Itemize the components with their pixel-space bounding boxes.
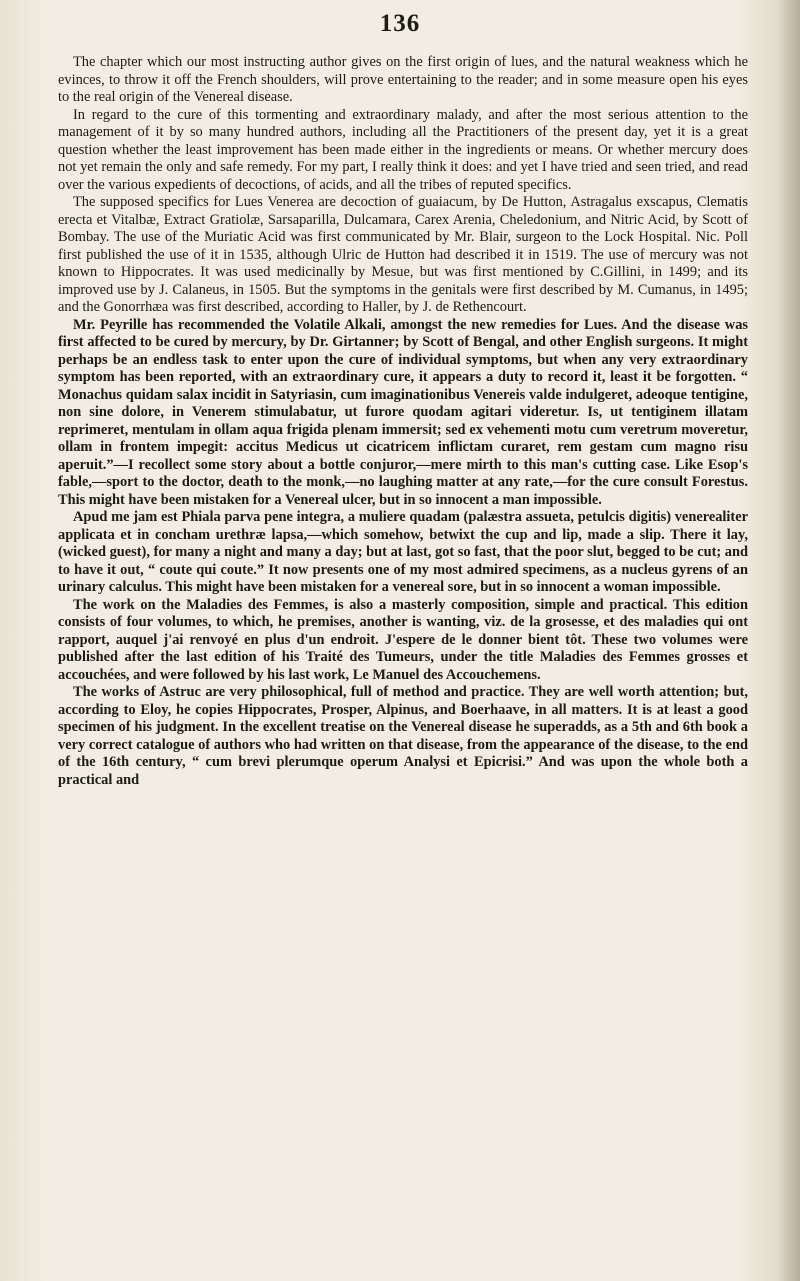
paragraph: Mr. Peyrille has recommended the Volatile Alkali, amongst the new remedies for Lues. And the disease was first affected to be cured by mercury, by Dr. Girtanner; by Scott of Bengal, and other English surgeons. It might perhaps be an endless task to enter upon the cure of individual symptoms, but when any very extraordinary symptom has been reported, with an extraordinary cure, it appears a duty to record it, least it be forgotten. “ Monachus quidam salax incidit in Satyriasin, cum imaginationibus Venereis valde indulgeret, adeoque tentigine, non sine dolore, in Venerem stimulabatur, ut furore quodam agitari videretur. Is, ut tentiginem illatam reprimeret, mentulam in ollam aqua frigida plenam immersit; sed ex vehementi motu cum veretrum moveretur, ollam in frontem impegit: accitus Medicus ut cicatricem inflictam curaret, rem gestam cum magno risu aperuit.”—I recollect some story about a bottle conjuror,—mere mirth to this man's cutting case. Like Esop's fable,—sport to the doctor, death to the monk,—no laughing matter at any rate,—for the cure consult Forestus. This might have been mistaken for a Venereal ulcer, but in so innocent a man impossible. bbox=[58, 316, 748, 508]
paragraph: The supposed specifics for Lues Venerea are decoction of guaiacum, by De Hutton, Astragalus exscapus, Clematis erecta et Vitalbæ, Extract Gratiolæ, Sarsaparilla, Dulcamara, Carex Arenia, Cheledonium, and Nitric Acid, by Scott of Bombay. The use of the Muriatic Acid was first communicated by Mr. Blair, surgeon to the Lock Hospital. Nic. Poll first published the use of it in 1535, although Ulric de Hutton had described it in 1519. The use of mercury was not known to Hippocrates. It was used medicinally by Mesue, but was first mentioned by C.Gillini, in 1499; and its improved use by J. Calaneus, in 1505. But the symptoms in the genitals were first described by M. Cumanus, in 1495; and the Gonorrhæa was first described, according to Haller, by J. de Rethencourt. bbox=[58, 194, 748, 315]
paragraph: The chapter which our most instructing author gives on the first origin of lues, and the natural weakness which he evinces, to throw it off the French shoulders, will prove entertaining to the reader; and in some measure open his eyes to the real origin of the Venereal disease. bbox=[58, 54, 748, 105]
paragraph: In regard to the cure of this tormenting and extraordinary malady, and after the most serious attention to the management of it by so many hundred authors, including all the Practitioners of the present day, yet it is a great question whether the least improvement has been made either in the ingredients or means. Or whether mercury does not yet remain the only and safe remedy. For my part, I really think it does: and yet I have tried and seen tried, and read over the various expedients of decoctions, of acids, and all the tribes of reputed specifics. bbox=[58, 106, 748, 193]
page-edge-shadow bbox=[778, 0, 800, 1281]
page-number: 136 bbox=[379, 10, 421, 37]
paragraph: Apud me jam est Phiala parva pene integra, a muliere quadam (palæstra assueta, petulcis digitis) venerealiter applicata et in concham urethræ lapsa,—which somehow, betwixt the cup and lip, made a slip. There it lay, (wicked guest), for many a night and many a day; but at last, got so fast, that the poor slut, begged to be cut; and to have it out, “ coute qui coute.” It now presents one of my most admired specimens, as a nucleus gyrens of an urinary calculus. This might have been mistaken for a venereal sore, but in so innocent a woman impossible. bbox=[58, 509, 748, 595]
body-text bbox=[58, 54, 748, 789]
paragraph: The work on the Maladies des Femmes, is also a masterly composition, simple and practical. This edition consists of four volumes, to which, he premises, another is wanting, viz. de la grosesse, et des maladies qui ont rapport, auquel j'ai renvoyé en plus d'un endroit. J'espere de le donner bient tôt. These two volumes were published after the last edition of his Traité des Tumeurs, under the title Maladies des Femmes grosses et accouchées, and were followed by his last work, Le Manuel des Accouchemens. bbox=[58, 596, 748, 683]
paragraph: The works of Astruc are very philosophical, full of method and practice. They are well worth attention; but, according to Eloy, he copies Hippocrates, Prosper, Alpinus, and Boerhaave, in all matters. It is at least a good specimen of his judgment. In the excellent treatise on the Venereal disease he superadds, as a 5th and 6th book a very correct catalogue of authors who had written on that disease, from the appearance of the disease, to the end of the 16th century, “ cum brevi plerumque operum Analysi et Epicrisi.” And was upon the whole both a practical and bbox=[58, 684, 748, 788]
